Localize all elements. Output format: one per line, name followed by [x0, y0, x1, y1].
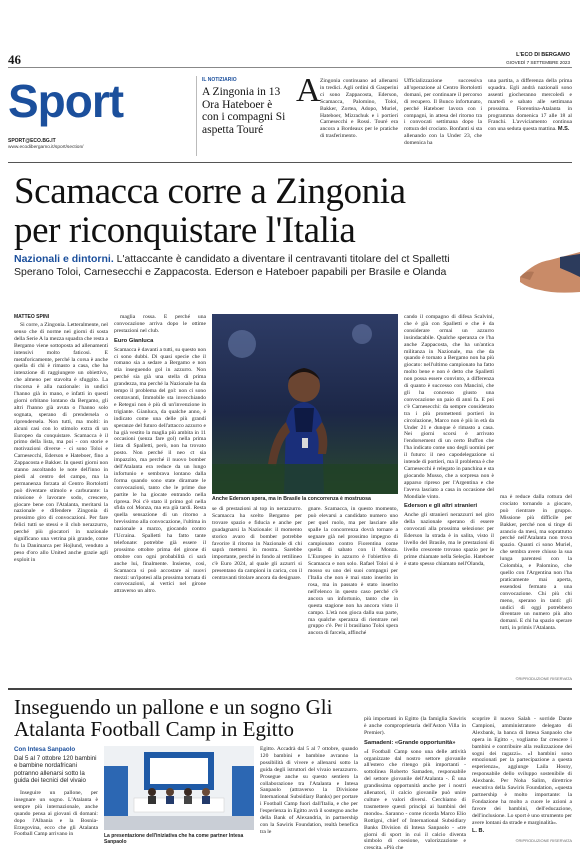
article2-col-3-rest: «I Football Camp sono una delle attività organizzate dal nostro settore giovanile all'estero che ritengo più importanti - sottolinea Roberto Samaden, responsabile del settore giovanile dell'Atalanta -. È una grandissima opportunità anche per i nostri allenatori, il calcio giovanile può unire culture e valori diversi. Cerchiamo di trasmettere questi principi ai bambini del mondo». Saranno - come ricorda Marco Elio Rottigni, chief of International Subsidiary Banks Division di Intesa Sanpaolo - «tre giorni di sport in cui il calcio diventa simbolo di coesione, valorizzazione e crescita. «Più che — [364, 748, 466, 852]
event-photo — [104, 746, 254, 830]
section-title: Sport — [8, 75, 124, 127]
header-rule — [8, 67, 572, 68]
article1-summary — [14, 253, 474, 279]
article2-col-3-lead: Samadeni: «Grande opportunità» — [364, 739, 456, 746]
article1-col-5-subhead: Ederson e gli altri stranieri — [404, 503, 478, 510]
article1-col-4 — [308, 506, 398, 684]
article2-kicker: Con Intesa Sanpaolo — [14, 746, 76, 753]
article-separator — [8, 688, 572, 690]
article1-col-4-text: gnare. Scamacca, in questo momento, può elevarsi a candidato numero uno per quel ruolo, ma per lasciare alle spalle la concorrenza dovrà tornare a segnare già nel prossimo impegno di campionato contro Fiorentina come quella di sabato con il Monza. L'Europeo in azzurro è l'obiettivo di Scamacca e non solo. Rafael Toloi si è mosso su uno dei suoi compagni per l'Italia che non è mai stato inserito in rosa, ma in passato è stato inserito nell'elenco in questo caso perché c'è ancora un infortunio, tanto che in questa stagione non ha ancora visto il campo. L'età non gioca dalla sua parte, ma qualche speranza di rientrare nel gruppo c'è. Per il brasiliano Toloi spera ancora di farcela, affinché — [308, 506, 398, 637]
teaser-col-3 — [488, 78, 572, 158]
page-number: 46 — [8, 52, 21, 67]
teaser-divider — [196, 76, 197, 156]
article1-col-5-rest: Anche gli stranieri nerazzurri nel giro della nazionale sperano di essere convocati alla prossima selezione: per Ederson la strada è in salita, visto il livello del Brasile, ma le prestazioni di livello crescente trovano spazio per le prime chiamate nella Seleção. Hateboer è stato spesso chiamato nell'Olanda, — [404, 512, 494, 567]
article1-col-3 — [212, 506, 302, 684]
teaser-drop-cap: A — [296, 72, 321, 109]
article2-col-1 — [14, 790, 98, 846]
article1-col-5 — [404, 314, 494, 684]
article1-col-2-subhead: Euro Gianluca — [114, 337, 154, 344]
teaser-title[interactable]: A Zingonia in 13 Ora Hateboer è con i compagni Si aspetta Touré — [202, 86, 286, 136]
article2-col-3-text: più importanti in Egitto (la famiglia Sawiris è anche comproprietaria dell'Aston Villa in Premier). — [364, 716, 466, 736]
article1-col-2-rest: Scamacca è davanti a tutti, su questo non ci sono dubbi. Di quasi specie che il romano sia a sedare a Bergamo e non stia inseguendo gol in azzurro. Non perché sia già una stella di prima grandezza, ma perché la Nazionale ha da tempo il problema del gol: non ci sono centravanti, Immobile sta invecchiando e Retegui non è più di un'invenzione in trigiante. Gianluca, da qualche anno, è indicato come una delle più grandi speranze del futuro dell'attacco azzurro e ha già vestito la maglia più ambita in 11 occasioni (senza fare gol) nella prima lista di Spalletti, però, non ha trovato posto. Non perché il neo ct sia impazzito, ma perché il nuovo bomber dell'Atalanta era reduce da un lungo infortunio e sembrava lontano dalla forma quando sono state diramate le convocazioni, tanto che le prime due partite le ha giocate entrando nella ripresa. Poi c'è stato il primo gol nella sfida col Monza, ma era già tardi. Resta quella sensazione di un ritorno a brevissimo alla convocazione, l'ultima in nazionale a marzo, giocando contro l'Ucraina. Spalletti ha fatto tante telefonate: potrebbe già essere il prossimo ottobre prima del girone di ottobre con ogni probabilità ci sarà anche lui, finalmente. Insieme, così, Scamacca si può accostare ai nuovi mezzi: un'ipotesi alla prossima tornata di convocazioni, ai vertici nel girone attraverso un altro. — [114, 346, 206, 595]
player-photo-caption: Anche Ederson spera, ma in Brasile la concorrenza è mostruosa — [212, 496, 371, 502]
article1-author: MATTEO SPINI — [14, 314, 50, 320]
teaser-bottom-rule — [8, 162, 572, 163]
article1-col-5-text: cando il compagno di difesa Scalvini, che è già con Spalletti e che è da considerare ormai un azzurro insindacabile. Qualche speranza ce l'ha anche Zappacosta, che ha un'antica militanza in Nazionale, ma che da quando è tornato a Bergamo non ha più giocato: nell'ultimo campionato ha fatto molto bene e non è detto che Spalletti non possa essere convinto, a differenza di quanto è successo con Mancini, che gli ha concesso giusto una convocazione un paio di anni fa. E poi c'è Carnesecchi: da sempre considerato tra i più promettenti portieri in circolazione, Marco non è più in età da Under 21 e dunque è rimasto a casa. Nei giorni scorsi è arrivato l'endorsement di un certo Buffon che l'ha indicato come uno degli uomini per il futuro: il neo capodelegazione si intende di portieri, ma il problema è che Carnesecchi è relegato in panchina e sta giocando Musso, che a sorpresa non è apparso ripreso per l'Argentina e che l'aveva lasciato a casa in occasione del Mondiale vinto. — [404, 314, 494, 500]
newspaper-name: L'ECO DI BERGAMO — [516, 52, 570, 58]
article1-copyright: ©RIPRODUZIONE RISERVATA — [515, 676, 572, 681]
teaser-col-3-text: una partita, a differenza della prima squadra. Egli andrà nazionali sono assenti giocheranno mercoledì e martedì e sabato alle settimana prossima. Fiorentina-Atalanta in programma domenica 17 alle 18 al Franchi. L'avviciamento continua con una seduta questa mattina. — [488, 78, 572, 133]
article1-col-2 — [114, 314, 206, 684]
section-website[interactable]: www.ecodibergamo.it/sport/section/ — [8, 145, 84, 150]
article1-summary-text: L'attaccante è candidato a diventare il centravanti titolare del ct Spalletti Sperano Toloi, Carnesecchi e Zappacosta. Ederson e Hateboer papabili per Brasile e Olanda — [14, 253, 450, 278]
article1-col-1-text: Si corre, a Zingonia. Letteralmente, nel senso che di norme nei giorni di sosta della Serie A la mezza squadra che resta a Bergamo viene sottoposta ad allenamenti intensivi molto faticosi. E metaforicamente, perché la corsa è anche quella di chi è rimasto a casa, che ha intenzione di raggiungere un obiettivo, che almeno per stavolta è sfuggito. La rincorsa è alla nazionale: in undici l'hanno già in mano, e infatti in questi giorni orbitano lontano da Bergamo, gli altri l'hanno già avuta o l'hanno solo sognata, sperano di prendersela o riprendersela. Non tutti, ma molti: in alcuni casi con lo stimolo extra di un Europeo da conquistare. Scamacca è il primo della lista, ma poi - con storie e motivazioni diverse - ci sono Toloi e Carnesecchi, Ederson e Hateboer, fino a Zappacosta e Bakker. In questi giorni non stanno ascoltando le note dell'inno in piedi al centro del campo, ma la permanenza forzata al Centro Bortolotti può diventare stimolo e carburante: la missione è lavorare sodo, crescere, giocare bene con l'Atalanta, meritarsi la nazionale e difendere Zingonia di prossimo giro di convocazioni. Per fare felici tutti se stessi e il club nerazzurro, perché più giocatori in nazionale significano una vetrina più grande, come fu la Danimarca per Hojlund, venduto a peso d'oro allo United anche grazie agli exploit in — [14, 322, 108, 563]
article2-copyright: ©RIPRODUZIONE RISERVATA — [515, 838, 572, 843]
article1-col-6-text: ma è reduce dalla rottura del crociato tornando a giocare, può rientrare in gruppo. Missione più difficile per Bakker, perché non si tinge di arancio da mesi, ma soprattutto perché nell'Atalanta non trova spazio. Quanti ci sono Muriel, che sembra avere chiuso la sua lunga parentesi con la Colombia, e Palomino, che quello con l'Argentina non l'ha praticamente mai aperta, essendosi fermato a una convocazione. Chi più chi meno, sperano in tanti: gli undici di oggi potrebbero diventare un numero più alto domani. E chi ha spazio sperare tutti, in primis l'Atalanta. — [500, 494, 572, 632]
article1-col-1 — [14, 322, 108, 684]
section-email: SPORT@ECO.BG.IT — [8, 138, 56, 144]
article2-title[interactable]: Inseguendo un pallone e un sogno Gli Atalanta Football Camp in Egitto — [14, 695, 333, 741]
article1-col-3-text: se di prestazioni al top in nerazzurro. Scamacca ha scelto Bergamo per trovare spazio e fiducia e anche per guadagnarsi la Nazionale: il momento storico avaro di bomber potrebbe favorire il ritorno in Nazionale di chi saprà mettersi in mostra. Sarebbe importante, perché in fondo al rettilineo c'è Euro 2024, al quale gli azzurri si presentano da campioni in carica, con il centravanti titolare ancora da designare. — [212, 506, 302, 582]
article2-col-2-text: Egitto. Accadrà dal 5 al 7 ottobre, quando 120 bambini e bambine avranno la possibilità di vivere e allenarsi sotto la guida degli istruttori del vivaio nerazzurro. Prosegue anche su questo sentiero la collaborazione tra l'Atalanta e Intesa Sanpaolo (attraverso la Divisione International Subsidiary Banks) per portare i Football Camp fuori dall'Italia, e che per l'esperienza in Egitto avrà il sostegno anche della Bank of Alexandria, in partnership con la Sawiris Foundation, realtà benefica tra le — [260, 746, 358, 835]
article2-col-4-text: scoprire il nuovo Salah - sorride Dante Campioni, amministratore delegato di Alexbank, la banca di Intesa Sanpaolo che opera in Egitto -, vogliamo far crescere i bambini e contribuire alla realizzazione dei sogni dei ragazzi». «I bambini sono emozionati per la partecipazione a questa esperienza», aggiunge Laila Hosny, responsabile dello sviluppo sostenibile di Alexbank. Per Noha Salim, direttrice esecutiva della Sawiris Foundation, «questa partnership è molto importante: la Fondazione ha molto a cuore le azioni a favore dei bambini, dell'educazione, dell'inclusione. Lo sport è uno strumento per avere lontani da strade e marginalità». — [472, 716, 572, 826]
event-photo-caption: La presentazione dell'iniziativa che ha come partner Intesa Sanpaolo — [104, 833, 244, 845]
article2-summary: Dal 5 al 7 ottobre 120 bambini e bambine nordafricani potranno allenarsi sotto la guida dei tecnici del vivaio — [14, 755, 97, 785]
article2-sign: L. B. — [472, 827, 485, 834]
publication-date: GIOVEDÌ 7 SETTEMBRE 2023 — [506, 60, 570, 65]
hand-photo — [500, 232, 580, 312]
article2-col-4 — [472, 716, 572, 832]
article1-summary-kicker: Nazionali e dintorni. — [14, 253, 114, 265]
article1-col-6 — [500, 494, 572, 664]
article2-col-3 — [364, 716, 466, 852]
article2-col-2 — [260, 746, 358, 844]
player-photo — [212, 314, 398, 494]
teaser-col-2: Ufficializzazione successiva all'operazione al Centro Bortolotti domani, per continuare il percorso di recupero. Il Bunco infortunato, perché Hateboer lavora con i compagni, in attesa del ritorno tra i convocati settimana dopo la rottura del crociato. Bonfanti si sta allenando con la Under 23, che domenica ha — [404, 78, 482, 147]
article2-col-1-text: Inseguire un pallone, per insegnare un sogno. L'Atalanta è sempre più internazionale, anche quando pensa ai giovani di domani: dopo l'Albania e la Bosnia-Erzegovina, ecco che gli Atalanta Football Camp arrivano in — [14, 790, 98, 838]
teaser-col-1: Zingonia continuano ad allenarsi in tredici. Agli ordini di Gasperini ci sono Zappacosta, Ederson, Scamacca, Palomino, Toloi, Bakker, Zortea, Adopo, Muriel, Hateboer, Mizrachuk e i portieri Carnesecchi e Rossi. Touré era ancora a Bordeaux per le pratiche di trasferimento. — [320, 78, 398, 140]
teaser-kicker: IL NOTIZIARIO — [202, 77, 237, 83]
article1-title[interactable]: Scamacca corre a Zingonia per riconquistare l'Italia — [14, 171, 406, 251]
teaser-sign: M.S. — [557, 126, 570, 133]
article1-col-2-text: maglia rossa. E perché una convocazione arriva dopo le ottime prestazioni nel club. — [114, 314, 206, 334]
